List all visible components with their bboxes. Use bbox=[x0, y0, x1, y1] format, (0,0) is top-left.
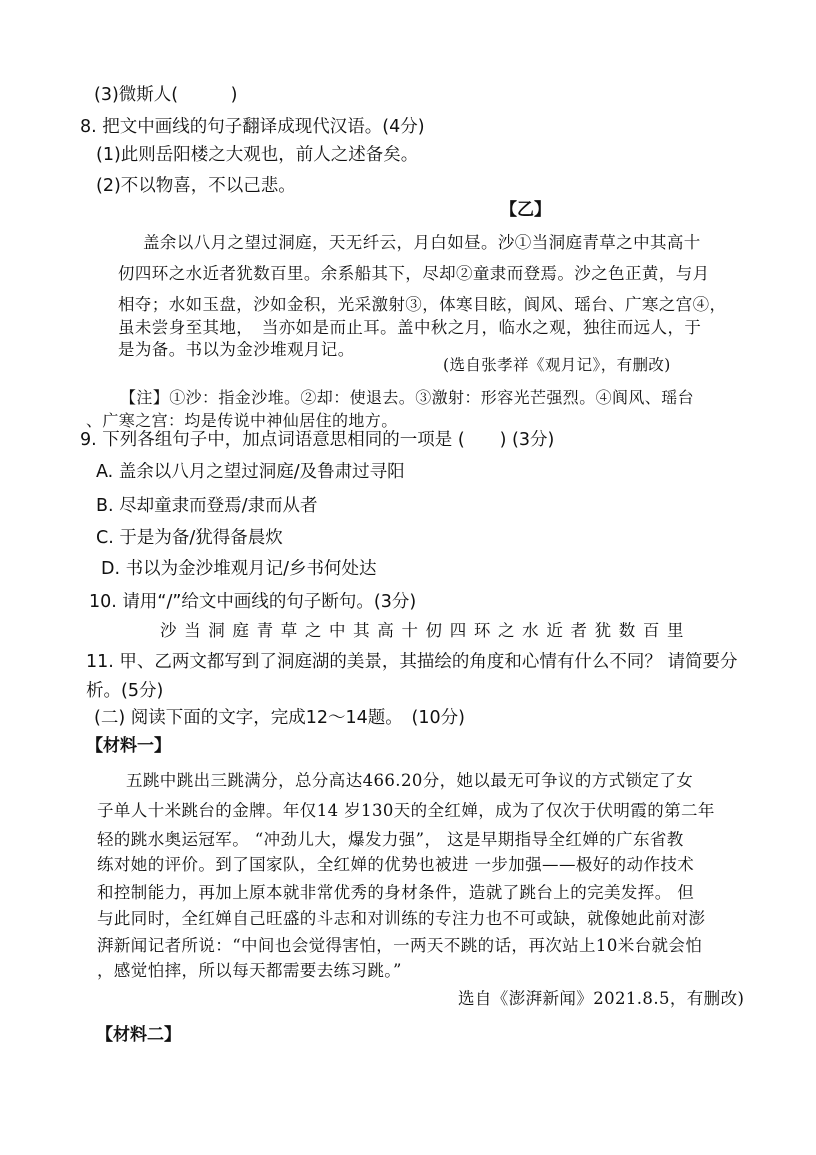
material-1-line: 五跳中跳出三跳满分，总分高达466.20分，她以最无可争议的方式锁定了女 bbox=[126, 771, 694, 790]
q8-title: 8. 把文中画线的句子翻译成现代汉语。(4分) bbox=[80, 117, 425, 137]
material-1-source: 选自《澎湃新闻》2021.8.5，有删改) bbox=[458, 989, 745, 1008]
q8-item-2: (2)不以物喜，不以己悲。 bbox=[96, 176, 296, 196]
passage-yi-line: 是为备。书以为金沙堆观月记。 bbox=[118, 340, 355, 359]
q9-title: 9. 下列各组句子中，加点词语意思相同的一项是 ( ) (3分) bbox=[80, 430, 555, 450]
q9-option-b: B. 尽却童隶而登焉/隶而从者 bbox=[96, 496, 318, 516]
material-1-line: 练对她的评价。到了国家队，全红婵的优势也被进 一步加强——极好的动作技术 bbox=[97, 855, 695, 874]
material-1-line: 和控制能力，再加上原本就非常优秀的身材条件，造就了跳台上的完美发挥。 但 bbox=[97, 883, 695, 902]
passage-yi-source: (选自张孝祥《观月记》，有删改) bbox=[443, 356, 671, 374]
q10-sentence: 沙 当 洞 庭 青 草 之 中 其 高 十 仞 四 环 之 水 近 者 犹 数 百 里 bbox=[160, 621, 685, 640]
q7-item-3: (3)微斯人( ) bbox=[94, 85, 238, 105]
material-2-heading: 【材料二】 bbox=[96, 1025, 181, 1045]
q11-line-1: 11. 甲、乙两文都写到了洞庭湖的美景，其描绘的角度和心情有什么不同？ 请简要分 bbox=[86, 652, 738, 672]
q11-line-2: 析。(5分) bbox=[86, 681, 164, 701]
q9-option-d: D. 书以为金沙堆观月记/乡书何处达 bbox=[101, 559, 377, 579]
material-1-line: 与此同时，全红婵自己旺盛的斗志和对训练的专注力也不可或缺，就像她此前对澎 bbox=[97, 909, 706, 928]
material-1-heading: 【材料一】 bbox=[86, 736, 171, 756]
section-2-title: (二) 阅读下面的文字，完成12～14题。 (10分) bbox=[94, 708, 465, 728]
q9-option-a: A. 盖余以八月之望过洞庭/及鲁肃过寻阳 bbox=[96, 462, 405, 482]
passage-yi-line: 虽未尝身至其地， 当亦如是而止耳。盖中秋之月，临水之观，独往而远人，于 bbox=[118, 318, 702, 337]
passage-yi-line: 盖余以八月之望过洞庭，天无纤云，月白如昼。沙①当洞庭青草之中其高十 bbox=[143, 233, 701, 252]
q8-item-1: (1)此则岳阳楼之大观也，前人之述备矣。 bbox=[96, 145, 419, 165]
material-1-line: 子单人十米跳台的金牌。年仅14 岁130天的全红婵，成为了仅次于伏明霞的第二年 bbox=[97, 801, 715, 820]
material-1-line: 轻的跳水奥运冠军。 “冲劲儿大，爆发力强”， 这是早期指导全红婵的广东省教 bbox=[97, 830, 684, 849]
passage-yi-line: 相夺；水如玉盘，沙如金积，光采激射③，体寒目眩，阆风、瑶台、广寒之宫④， bbox=[118, 295, 727, 314]
passage-yi-heading: 【乙】 bbox=[500, 200, 551, 220]
material-1-line: 湃新闻记者所说：“中间也会觉得害怕，一两天不跳的话，再次站上10米台就会怕 bbox=[97, 936, 703, 955]
passage-yi-line: 仞四环之水近者犹数百里。余系船其下，尽却②童隶而登焉。沙之色正黄，与月 bbox=[118, 264, 710, 283]
q10-title: 10. 请用“/”给文中画线的句子断句。(3分) bbox=[89, 592, 417, 612]
q9-option-c: C. 于是为备/犹得备晨炊 bbox=[96, 528, 283, 548]
material-1-line: ，感觉怕摔，所以每天都需要去练习跳。” bbox=[97, 961, 402, 980]
passage-yi-note-2: 、广寒之宫：均是传说中神仙居住的地方。 bbox=[86, 411, 398, 430]
passage-yi-note-1: 【注】①沙：指金沙堆。②却：使退去。③激射：形容光芒强烈。④阆风、瑶台 bbox=[120, 388, 695, 407]
